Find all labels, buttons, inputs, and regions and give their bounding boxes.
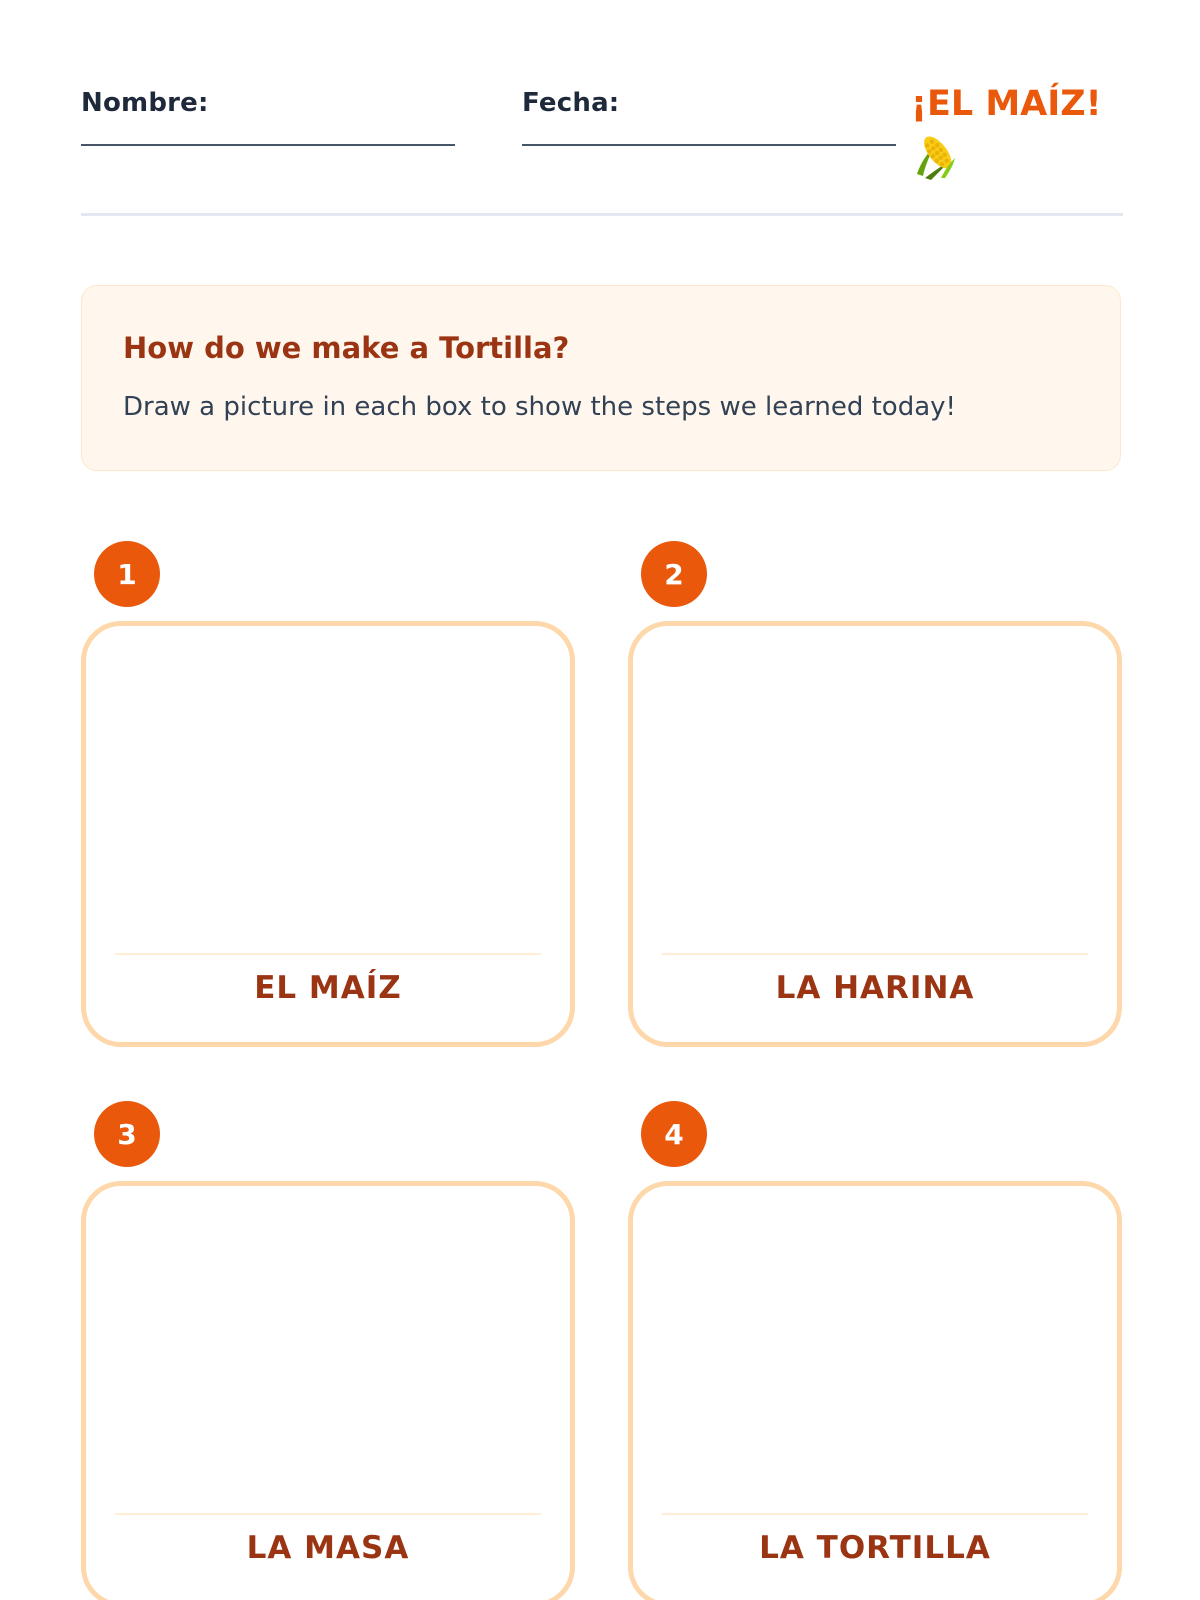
step-number-badge: 4: [641, 1101, 707, 1167]
instructions-card: [81, 285, 1121, 471]
corn-icon: [911, 128, 961, 180]
drawing-area[interactable]: [86, 1186, 570, 1516]
name-label: Nombre:: [81, 88, 209, 118]
name-write-line[interactable]: [81, 144, 455, 146]
date-field: [522, 88, 896, 146]
date-label: Fecha:: [522, 88, 620, 118]
caption-divider: [115, 1513, 541, 1515]
drawing-area[interactable]: [633, 1186, 1117, 1516]
name-field: [81, 88, 455, 146]
step-caption: LA MASA: [246, 1530, 410, 1566]
step-caption: LA TORTILLA: [759, 1530, 991, 1566]
worksheet-title-block: [911, 82, 1131, 180]
step-number-badge: 1: [94, 541, 160, 607]
date-write-line[interactable]: [522, 144, 896, 146]
worksheet-title: ¡EL MAÍZ!: [911, 84, 1102, 124]
caption-divider: [115, 953, 541, 955]
caption-divider: [662, 953, 1088, 955]
step-number-badge: 2: [641, 541, 707, 607]
drawing-area[interactable]: [86, 626, 570, 956]
drawing-box: [81, 1181, 575, 1600]
instructions-text: Draw a picture in each box to show the steps we learned today!: [123, 392, 956, 422]
header-divider: [81, 213, 1123, 216]
drawing-box: [628, 1181, 1122, 1600]
step-number-badge: 3: [94, 1101, 160, 1167]
step-caption: LA HARINA: [775, 970, 975, 1006]
drawing-box: [628, 621, 1122, 1047]
drawing-box: [81, 621, 575, 1047]
caption-divider: [662, 1513, 1088, 1515]
instructions-title: How do we make a Tortilla?: [123, 331, 570, 365]
drawing-area[interactable]: [633, 626, 1117, 956]
step-caption: EL MAÍZ: [254, 970, 402, 1006]
worksheet-header: [81, 84, 1123, 188]
